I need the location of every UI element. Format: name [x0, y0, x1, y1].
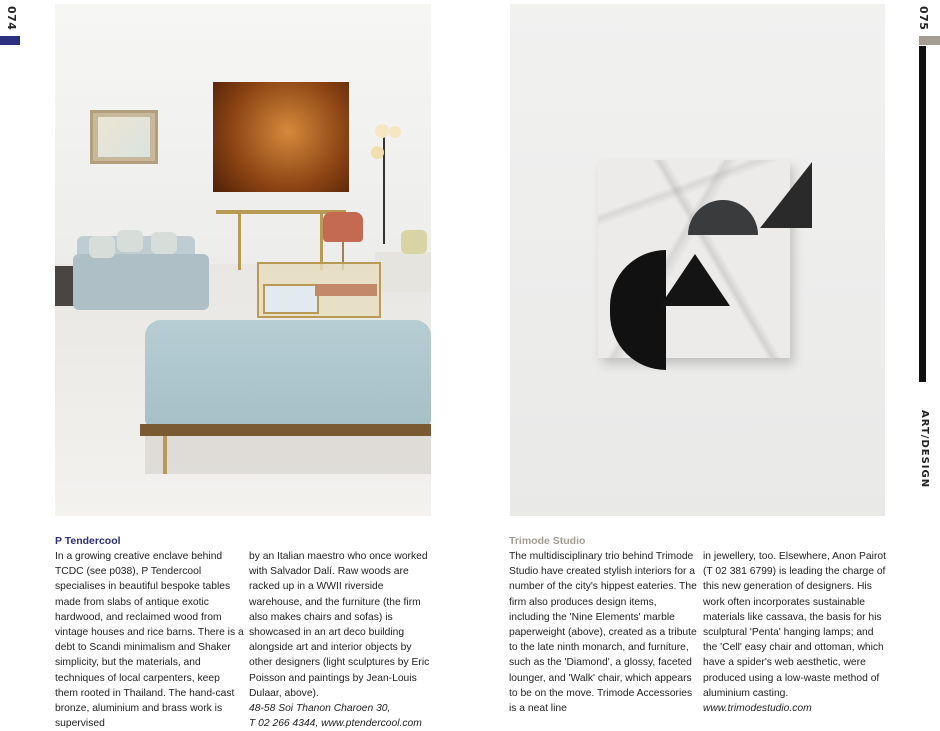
paragraph: The multidisciplinary trio behind Trimode Studio have created stylish interiors for a number of the city's hippest eateries. The firm also produces design items, including the 'Nine Elements' marble paperweight (above), created as a tribute to the late ninth monarch, and furniture, such as the 'Diamond', a glossy, faceted lounger, and 'Walk' chair, which appears to be on the move. Trimode Accessories is a neat line — [509, 551, 697, 715]
paragraph: in jewellery, too. Elsewhere, Anon Pairot (T 02 381 6799) is leading the charge of this new generation of designers. His work often incorporates sustainable materials like cassava, the basis for his sculptural 'Penta' hanging lamps; and the 'Cell' easy chair and ottoman, which have a spider's web aesthetic, were produced using a low-waste method of aluminium casting. — [703, 551, 886, 699]
text-column-2 — [249, 549, 435, 731]
address: 48-58 Soi Thanon Charoen 30, — [249, 703, 391, 715]
contact[interactable]: T 02 266 4344, www.ptendercool.com — [249, 718, 422, 730]
sofa — [73, 254, 209, 310]
section-label: ART/DESIGN — [919, 410, 930, 489]
paragraph: In a growing creative enclave behind TCDC (see p038), P Tendercool specialises in beautiful bespoke tables made from slabs of antique exotic hardwood, and reclaimed wood from vintage houses and rice barns. There is a debt to Scandi minimalism and Shaker simplicity, but the materials, and techniques of local carpenters, keep them rooted in Thailand. The hand-cast bronze, aluminium and brass work is supervised — [55, 551, 244, 730]
left-page — [0, 0, 470, 730]
website[interactable]: www.trimodestudio.com — [703, 703, 812, 715]
section-tab-right — [919, 36, 940, 45]
text-column-3 — [509, 549, 699, 716]
paragraph: by an Italian maestro who once worked with Salvador Dalí. Raw woods are racked up in a WWII riverside warehouse, and the furniture (the firm also makes chairs and sofas) is showcased in an art deco building alongside art and interior objects by other designers (light sculptures by Eric Poisson and paintings by Jean-Louis Dulaar, above). — [249, 551, 430, 699]
copper-painting — [213, 82, 349, 192]
small-artwork — [90, 110, 158, 164]
text-column-4 — [703, 549, 889, 716]
section-tab-left — [0, 36, 20, 45]
heading-trimode-studio: Trimode Studio — [509, 535, 586, 547]
page-number-left: 074 — [5, 6, 18, 31]
page-number-right: 075 — [917, 6, 930, 31]
daybed — [145, 320, 431, 426]
text-column-1 — [55, 549, 245, 731]
photo-marble-paperweight — [510, 4, 885, 516]
photo-showroom — [55, 4, 431, 516]
heading-p-tendercool: P Tendercool — [55, 535, 121, 547]
right-page — [470, 0, 940, 715]
section-bar — [919, 46, 926, 382]
chair — [323, 212, 363, 242]
